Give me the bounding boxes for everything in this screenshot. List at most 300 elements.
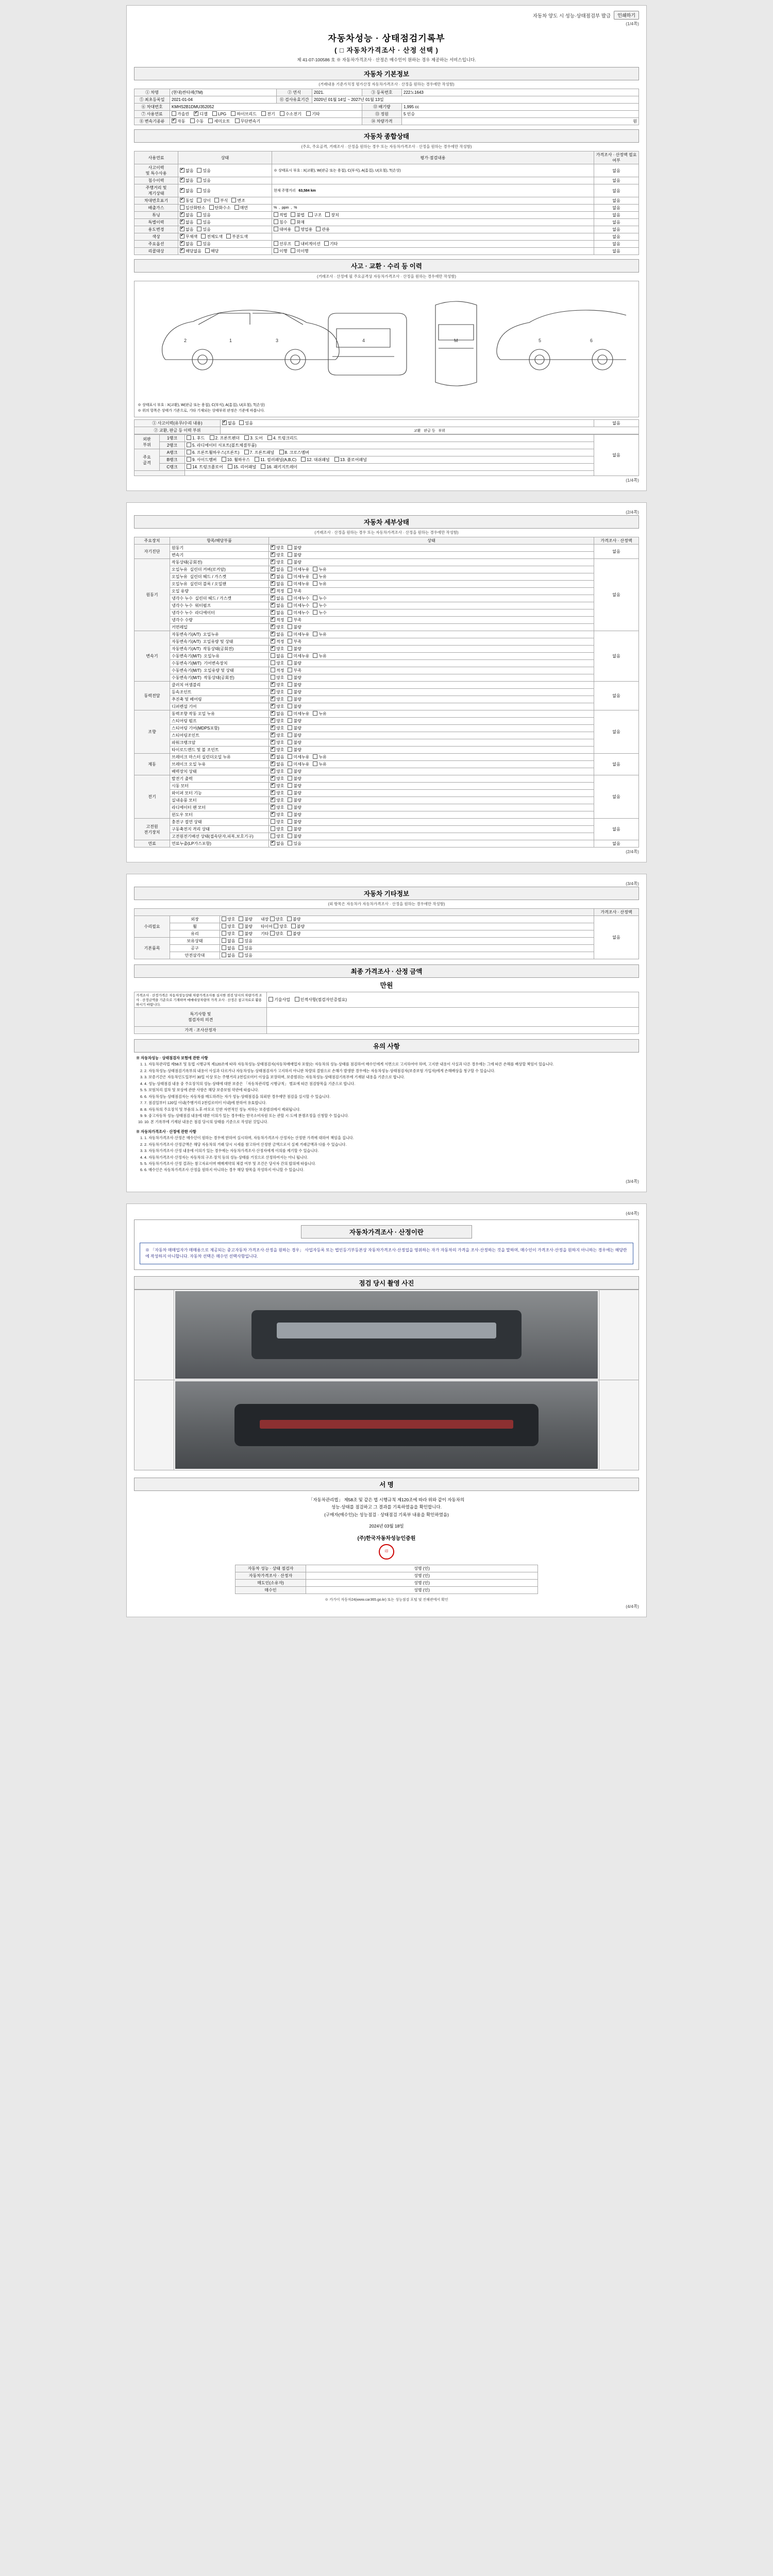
rank-items[interactable]: 6. 프론트휠하우스(프론트) 7. 프론트패널 8. 크로스멤버 bbox=[185, 449, 594, 456]
row-label: 튜닝 bbox=[135, 212, 178, 219]
item-state[interactable]: ✔ 양호 불량 bbox=[269, 804, 594, 811]
item-name: 휠 bbox=[170, 923, 220, 930]
col-state: 상태 bbox=[178, 151, 272, 164]
section-basic-info-header: 자동차 기본정보 bbox=[134, 67, 639, 80]
car-diagram bbox=[138, 284, 635, 403]
notice-item: 8. 8. 자동차의 주요장치 및 부품의 노후·마모로 인한 자연적인 성능 저하는 보증범위에서 제외됩니다. bbox=[144, 1107, 637, 1112]
field-value-year: 2021. bbox=[312, 89, 362, 96]
item-state[interactable]: ✔ 없음 미세누수 누수 bbox=[269, 609, 594, 617]
notice-item: 6. 6. 자동차성능·상태점검자는 자동차를 매도하려는 자가 성능·상태점검을 의뢰한 경우에만 점검을 실시할 수 있습니다. bbox=[144, 1094, 637, 1099]
item-name: 자동변속기(A/T) 오일유량 및 상태 bbox=[170, 638, 269, 646]
row-price: 없음 bbox=[594, 177, 639, 184]
col-state: 상태 bbox=[269, 537, 594, 545]
item-state[interactable]: ✔ 양호 불량 bbox=[269, 545, 594, 552]
item-name: 수동변속기(M/T) 오일누유 bbox=[170, 653, 269, 660]
legend-note-2: ※ 위의 항목은 상태가 기준으로, 기타 기재되는 상태부위 판정은 기준에 따릅니다. bbox=[138, 409, 265, 413]
row-note bbox=[272, 177, 594, 184]
other-col-right: 가격조사 · 산정액 bbox=[594, 909, 639, 916]
item-state[interactable]: ✔ 양호 불량 bbox=[269, 797, 594, 804]
appraisal-explain-header: 자동차가격조사 · 산정이란 bbox=[301, 1225, 472, 1239]
item-name: 냉각수 누수 실린더 헤드 / 가스켓 bbox=[170, 595, 269, 602]
page-number-2: (2/4쪽) bbox=[626, 510, 639, 515]
item-state[interactable]: 양호 불량 내장 양호 불량 bbox=[220, 916, 594, 923]
row-price: 없음 bbox=[594, 184, 639, 197]
row-label: 리콜대상 bbox=[135, 248, 178, 255]
item-state[interactable]: ✔ 양호 불량 bbox=[269, 768, 594, 775]
trans-opt: 무단변속기 bbox=[235, 118, 261, 124]
page-subtitle: ( □ 자동차가격조사 · 산정 선택 ) bbox=[334, 46, 439, 54]
row-label: 침수이력 bbox=[135, 177, 178, 184]
notice-block1-title: ※ 자동차성능 · 상태점검자 보험에 관한 사항 bbox=[136, 1056, 208, 1060]
group-powertrain: 동력전달 bbox=[135, 682, 170, 710]
field-value-price: 원 bbox=[402, 118, 639, 125]
group-fuel: 연료 bbox=[135, 840, 170, 848]
notice-item: 6. 6. 매수인은 자동차가격조사·산정을 원하지 아니하는 경우 해당 항목을 작성하지 아니할 수 있습니다. bbox=[144, 1167, 637, 1173]
rank-footer-label bbox=[135, 471, 185, 476]
item-state[interactable]: ✔ 없음 미세누수 누수 bbox=[269, 595, 594, 602]
item-name: 브레이크 마스터 실린더오일 누유 bbox=[170, 754, 269, 761]
doc-footer: ※ 카가이 자동차24(www.car365.go.kr) 또는 성능점검 포털 및 진해관에서 확인 bbox=[325, 1598, 448, 1602]
rank-items[interactable]: 9. 사이드멤버 10. 휠하우스 11. 필러패널(A,B,C) 12. 대쉬패널 13. 플로어패널 bbox=[185, 456, 594, 464]
fuel-opt: 전기 bbox=[261, 111, 275, 117]
item-price: 없음 bbox=[594, 819, 639, 840]
row-note: ※ 상태표시 부호 : X(교환), W(판금 또는 용접), C(부식), A(흠집), U(요철), T(손상) bbox=[272, 164, 594, 177]
accident-price: 없음 bbox=[594, 420, 639, 427]
field-label-fuel: ⑦ 사용연료 bbox=[135, 111, 170, 118]
accident-options[interactable]: ✔ 없음 있음 bbox=[221, 420, 594, 427]
field-label-carname: ① 차명 bbox=[135, 89, 170, 96]
panel-rank-table bbox=[134, 434, 639, 476]
col-detail: 평가·점검내용 bbox=[272, 151, 594, 164]
overall-state-table bbox=[134, 151, 639, 255]
item-name: 작동상태(공회전) bbox=[170, 559, 269, 566]
item-name: 윈도우 모터 bbox=[170, 811, 269, 819]
item-state[interactable]: 양호 불량 기타 양호 불량 bbox=[220, 930, 594, 938]
svg-text:M: M bbox=[454, 338, 458, 343]
item-state[interactable]: ✔ 양호 불량 bbox=[269, 624, 594, 631]
row-state[interactable]: 일산화탄소 탄화수소 매연 bbox=[178, 205, 272, 212]
notice-item: 4. 4. 자동차가격조사·산정자는 자동차의 구조·장치 등의 성능·상태를 거짓으로 산정하여서는 아니 됩니다. bbox=[144, 1155, 637, 1160]
field-label-displacement: ⑫ 배기량 bbox=[362, 104, 402, 111]
item-state[interactable]: ✔ 양호 불량 bbox=[269, 703, 594, 710]
notice-item: 3. 3. 자동차가격조사·산정 내용에 이의가 있는 경우에는 자동차가격조사·산정자에게 이의를 제기할 수 있습니다. bbox=[144, 1148, 637, 1154]
panel-head: 교환 판금 등 부위 bbox=[221, 427, 639, 434]
item-state[interactable]: ✔ 없음 미세누수 누수 bbox=[269, 602, 594, 609]
row-price: 없음 bbox=[594, 164, 639, 177]
item-state[interactable]: ✔ 없음 미세누유 누유 bbox=[269, 710, 594, 718]
group-basic-items: 기본품목 bbox=[135, 938, 170, 959]
item-state[interactable]: ✔ 양호 불량 bbox=[269, 811, 594, 819]
page-footer-2: (2/4쪽) bbox=[626, 849, 639, 854]
rank-items[interactable]: 1. 후드 2. 프론트펜더 3. 도어 4. 트렁크리드 bbox=[185, 435, 594, 442]
rank-label: 2랭크 bbox=[160, 442, 185, 449]
toolbar-note: 자동차 양도 시 성능·상태점검부 발급 bbox=[532, 13, 611, 19]
row-price: 없음 bbox=[594, 205, 639, 212]
signature-statement bbox=[134, 1491, 639, 1562]
print-button[interactable]: 인쇄하기 bbox=[614, 11, 639, 20]
row-price: 없음 bbox=[594, 219, 639, 226]
sig-line-3: (구매자(매수인)는 성능점검 · 상태점검 기록부 내용을 확인하였음) bbox=[324, 1512, 449, 1517]
item-name: 스티어링 펌프 bbox=[170, 718, 269, 725]
item-state[interactable]: ✔ 양호 불량 bbox=[269, 646, 594, 653]
item-name: 발전기 출력 bbox=[170, 775, 269, 783]
photo-label-1 bbox=[135, 1290, 174, 1380]
item-state[interactable]: ✔ 양호 불량 bbox=[269, 559, 594, 566]
rank-label: 1랭크 bbox=[160, 435, 185, 442]
item-state[interactable]: ✔ 양호 불량 bbox=[269, 689, 594, 696]
page-2 bbox=[126, 502, 647, 862]
row-note: 침수 화재 bbox=[272, 219, 594, 226]
appraisal-explain-box bbox=[134, 1219, 639, 1270]
group-high-voltage: 고전원 전기장치 bbox=[135, 819, 170, 840]
price-note-left: 가격조사 · 산정가격은 자동차성능상태 차량가격조사를 실시한 점검 당시의 차량가격 조사 · 산정금액을 기준으로 기재하며 매매대상차량의 가격 조사 · 산정은 참고자료로 활용하시기 바랍니다. bbox=[135, 992, 267, 1008]
row-note: % , ppm , % bbox=[272, 205, 594, 212]
item-price: 없음 bbox=[594, 682, 639, 710]
sig-row-value[interactable]: 성명 (인) bbox=[306, 1565, 538, 1572]
item-name: 추진축 및 베어링 bbox=[170, 696, 269, 703]
field-value-capacity: 5 인승 bbox=[402, 111, 639, 118]
item-name: 브레이크 오일 누유 bbox=[170, 761, 269, 768]
row-state[interactable]: ✔ 없음 있음 bbox=[178, 177, 272, 184]
sig-company-stamp bbox=[134, 1544, 639, 1560]
item-state[interactable]: 양호 불량 bbox=[269, 826, 594, 833]
item-name: 보유상태 bbox=[170, 938, 220, 945]
final-price-value: 만원 bbox=[380, 981, 393, 989]
item-state[interactable]: ✔ 없음 미세누유 누유 bbox=[269, 566, 594, 573]
rank-label: C랭크 bbox=[160, 464, 185, 471]
item-name: 시동 모터 bbox=[170, 783, 269, 790]
law-line: 제 41-07-100586 호 ※ 자동차가격조사 · 산정은 매수인이 원하는 경우 제공하는 서비스입니다. bbox=[297, 57, 476, 62]
rear-photo bbox=[175, 1381, 598, 1469]
section-other-header: 자동차 기타정보 bbox=[134, 887, 639, 900]
transmission-options[interactable] bbox=[170, 118, 362, 125]
item-state[interactable]: ✔ 적정 부족 bbox=[269, 617, 594, 624]
svg-text:2: 2 bbox=[184, 338, 187, 343]
group-self-diagnosis: 자기진단 bbox=[135, 545, 170, 559]
item-name: 외장 bbox=[170, 916, 220, 923]
row-note: 현재 주행거리 63,584 km bbox=[272, 184, 594, 197]
notice-item: 5. 5. 자동차가격조사·산정 결과는 참고자료이며 매매계약의 체결 여부 및 조건은 당사자 간의 합의에 따릅니다. bbox=[144, 1161, 637, 1166]
section-final-price-header: 최종 가격조사 · 산정 금액 bbox=[134, 964, 639, 978]
item-state[interactable]: 없음 있음 bbox=[220, 938, 594, 945]
row-state[interactable]: ✔ 없음 있음 bbox=[178, 219, 272, 226]
item-name: 충전구 절연 상태 bbox=[170, 819, 269, 826]
special-note-label: 특기사항 및 점검자의 의견 bbox=[135, 1008, 267, 1027]
page-footer-4: (4/4쪽) bbox=[626, 1603, 639, 1609]
svg-text:4: 4 bbox=[362, 338, 365, 343]
group-transmission: 변속기 bbox=[135, 631, 170, 682]
sig-row-value[interactable]: 성명 (인) bbox=[306, 1579, 538, 1586]
item-price: 없음 bbox=[594, 559, 639, 631]
row-price: 없음 bbox=[594, 241, 639, 248]
item-state[interactable]: ✔ 양호 불량 bbox=[269, 739, 594, 747]
item-price: 없음 bbox=[594, 754, 639, 775]
rank-items[interactable]: 5. 라디에이터 서포트(볼트체결부품) bbox=[185, 442, 594, 449]
item-state[interactable]: 없음 있음 bbox=[220, 945, 594, 952]
section-overall-sub: (주요, 주요골격, 거래조사 · 산정을 원하는 경우 또는 자동차가격조사 · 산정을 원하는 경우에만 작성함) bbox=[301, 144, 472, 149]
field-value-inspection: 2020년 01월 14일 ~ 2027년 01월 13일 bbox=[312, 96, 639, 104]
notice-item: 1. 1. 자동차가격조사·산정은 매수인이 원하는 경우에 한하여 실시하며, 자동차가격조사·산정자는 산정한 가격에 대하여 책임을 집니다. bbox=[144, 1136, 637, 1141]
item-name: 스티어링조인트 bbox=[170, 732, 269, 739]
item-name: 공구 bbox=[170, 945, 220, 952]
row-state[interactable]: ✔ 없음 있음 bbox=[178, 241, 272, 248]
item-state[interactable]: ✔ 없음 미세누유 누유 bbox=[269, 573, 594, 581]
item-state[interactable]: ✔ 양호 불량 bbox=[269, 732, 594, 739]
sig-row-value[interactable]: 성명 (인) bbox=[306, 1572, 538, 1579]
svg-text:5: 5 bbox=[539, 338, 542, 343]
group-repair-needed: 수리필요 bbox=[135, 916, 170, 938]
item-name: 디퍼렌셜 기어 bbox=[170, 703, 269, 710]
rank-label: A랭크 bbox=[160, 449, 185, 456]
fuel-opt: 수소전기 bbox=[280, 111, 301, 117]
section-basic-info-sub: (거래내용 기준가치정 평가산정 자동차가격조사 · 산정을 원하는 경우에만 작성함) bbox=[318, 82, 455, 87]
special-note-value[interactable] bbox=[267, 1008, 639, 1027]
item-name: 연료누출(LP가스포함) bbox=[170, 840, 269, 848]
notice-item: 2. 2. 자동차성능·상태점검기록부의 내용이 사실과 다르거나 자동차성능·상태점검자가 고지하지 아니한 차량의 결함으로 손해가 발생한 경우에는 자동차성능·상태점검자(보증보험 가입자)에게 손해배상을 청구할 수 있습니다. bbox=[144, 1069, 637, 1074]
legend-note-1: ※ 상태표시 부호 : X(교환), W(판금 또는 용접), C(부식), A(흠집), U(요철), T(손상) bbox=[138, 403, 265, 407]
row-note bbox=[272, 233, 594, 241]
item-name: 동력조향 작동 오일 누유 bbox=[170, 710, 269, 718]
item-state[interactable]: ✔ 없음 미세누유 누유 bbox=[269, 581, 594, 588]
final-price-table bbox=[134, 992, 639, 1034]
section-other-sub: (외 항목은 자동차가 자동차가격조사 · 산정을 원하는 경우에만 작성함) bbox=[328, 902, 445, 906]
signature-table bbox=[235, 1565, 538, 1594]
item-name: 커먼레일 bbox=[170, 624, 269, 631]
item-name: 수동변속기(M/T) 오일유량 및 상태 bbox=[170, 667, 269, 674]
item-name: 라디에이터 팬 모터 bbox=[170, 804, 269, 811]
item-state[interactable]: 양호 불량 bbox=[269, 819, 594, 826]
field-label-firstreg: ⑤ 최초등록일 bbox=[135, 96, 170, 104]
section-overall-header: 자동차 종합상태 bbox=[134, 129, 639, 143]
row-label: 주행거리 및 계기상태 bbox=[135, 184, 178, 197]
field-label-year: ② 연식 bbox=[277, 89, 312, 96]
col-right: 가격조사 · 산정액 bbox=[594, 537, 639, 545]
item-name: 오일누유 실린더 커버(로커암) bbox=[170, 566, 269, 573]
trans-opt: 수동 bbox=[190, 118, 204, 124]
group-label-frame: 주요 골격 bbox=[135, 449, 160, 471]
panel-price: 없음 bbox=[594, 435, 639, 476]
front-photo bbox=[175, 1291, 598, 1379]
item-state[interactable]: 적정 부족 bbox=[269, 667, 594, 674]
notice-item: 2. 2. 자동차가격조사·산정금액은 해당 자동차의 거래 당시 시세를 참고하여 산정한 금액으로서 실제 거래금액과 다를 수 있습니다. bbox=[144, 1142, 637, 1147]
item-state[interactable]: ✔ 양호 불량 bbox=[269, 552, 594, 559]
notice-item: 1. 1. 자동차관리법 제58조 및 동법 시행규칙 제120조에 따라 자동차성능·상태점검자(자동차매매업자 포함)는 자동차의 성능·상태를 점검하여 매수인에게 서면으로 고지하여야 하며, 고지한 내용이 사실과 다른 경우에는 그에 따른 손해를 배상할 책임이 있습니다. bbox=[144, 1062, 637, 1067]
notice-block1-list bbox=[144, 1062, 637, 1125]
rank-items[interactable]: 14. 트렁크플로어 15. 리어패널 16. 패키지트레이 bbox=[185, 464, 594, 471]
item-name: 자동변속기(A/T) 작동상태(공회전) bbox=[170, 646, 269, 653]
notice-item: 9. 9. 중고자동차 성능·상태점검 내용에 대한 이의가 있는 경우에는 한국소비자원 또는 관할 시·도에 분쟁조정을 신청할 수 있습니다. bbox=[144, 1113, 637, 1118]
row-state[interactable]: ✔ 없음 있음 bbox=[178, 226, 272, 233]
signature-section-header: 서 명 bbox=[134, 1478, 639, 1491]
field-label-regno: ③ 등록번호 bbox=[362, 89, 402, 96]
photo-cell-front bbox=[174, 1290, 599, 1380]
fuel-opt: ✔ 디젤 bbox=[194, 111, 207, 117]
sig-row-label: 자동차 성능 · 상태 점검자 bbox=[236, 1565, 306, 1572]
car-diagram-svg bbox=[147, 284, 626, 400]
field-label-transmission: ⑧ 변속기종류 bbox=[135, 118, 170, 125]
item-state[interactable]: ✔ 양호 불량 bbox=[269, 718, 594, 725]
page-footer-1: (1/4쪽) bbox=[626, 478, 639, 483]
item-name: 파워크랭크암 bbox=[170, 739, 269, 747]
item-name: 고전원전기배선 상태(접속단자,피복,보호기구) bbox=[170, 833, 269, 840]
row-label: 용도변경 bbox=[135, 226, 178, 233]
item-state[interactable]: 없음 미세누유 누유 bbox=[269, 653, 594, 660]
item-state[interactable]: ✔ 양호 불량 bbox=[269, 790, 594, 797]
row-label: 사고이력 및 특수사용 bbox=[135, 164, 178, 177]
item-state[interactable]: 양호 불량 bbox=[269, 674, 594, 682]
fuel-opt: 가솔린 bbox=[172, 111, 189, 117]
basic-info-table bbox=[134, 89, 639, 125]
row-state[interactable]: ✔ 없음 있음 bbox=[178, 212, 272, 219]
field-label-inspection: ⑪ 검사유효기간 bbox=[277, 96, 312, 104]
row-label: 차대번호표기 bbox=[135, 197, 178, 205]
col-price: 가격조사 · 산정액 필요 여부 bbox=[594, 151, 639, 164]
item-price: 없음 bbox=[594, 545, 639, 559]
row-price: 없음 bbox=[594, 233, 639, 241]
section-detail-sub: (거래조사 · 산정을 원하는 경우 또는 자동차가격조사 · 산정을 원하는 경우에만 작성함) bbox=[314, 530, 459, 535]
item-state[interactable]: ✔ 없음 미세누유 누유 bbox=[269, 754, 594, 761]
photo-section-header: 점검 당시 촬영 사진 bbox=[134, 1276, 639, 1290]
item-name: 안전삼각대 bbox=[170, 952, 220, 959]
item-name: 실내송풍 모터 bbox=[170, 797, 269, 804]
notice-item: 5. 5. 보험처리 절차 및 보상에 관한 사항은 해당 보증보험 약관에 따릅니다. bbox=[144, 1088, 637, 1093]
notice-item: 3. 3. 보증기간은 자동차인도일부터 30일 이상 또는 주행거리 2천킬로미터 이상을 보장하며, 보증범위는 자동차성능·상태점검기록부에 기재된 내용을 기준으로 합니다. bbox=[144, 1075, 637, 1080]
notice-block2-title: ※ 자동차가격조사 · 산정에 관한 사항 bbox=[136, 1129, 196, 1134]
sig-row-value[interactable]: 성명 (인) bbox=[306, 1586, 538, 1594]
item-name: 자동변속기(A/T) 오일누유 bbox=[170, 631, 269, 638]
section-accident-header: 사고 · 교환 · 수리 등 이력 bbox=[134, 259, 639, 273]
price-note-right: 기술사업 인적사항(점검자인증필요) bbox=[267, 992, 639, 1008]
row-state[interactable]: ✔ 무채색 전체도색 부분도색 bbox=[178, 233, 272, 241]
group-steering: 조향 bbox=[135, 710, 170, 754]
item-state[interactable]: ✔ 없음 있음 bbox=[269, 840, 594, 848]
item-name: 원동기 bbox=[170, 545, 269, 552]
rank-label: B랭크 bbox=[160, 456, 185, 464]
field-value-displacement: 1,995 cc bbox=[402, 104, 639, 111]
row-label: 특별이력 bbox=[135, 219, 178, 226]
col-item: 항목/해당부품 bbox=[170, 537, 269, 545]
row-price: 없음 bbox=[594, 197, 639, 205]
group-electric: 전기 bbox=[135, 775, 170, 819]
col-category: 사용연료 bbox=[135, 151, 178, 164]
col-main: 주요장치 bbox=[135, 537, 170, 545]
page-title: 자동차성능 · 상태점검기록부 bbox=[328, 33, 445, 43]
other-col-blank bbox=[135, 909, 594, 916]
field-value-firstreg: 2021-01-04 bbox=[170, 96, 277, 104]
accident-history-table bbox=[134, 419, 639, 434]
notice-item: 7. 7. 점검일부터 120일 이내(주행거리 2천킬로미터 이내)에 한하여 유효합니다. bbox=[144, 1100, 637, 1106]
assessor-value[interactable] bbox=[267, 1027, 639, 1034]
item-name: 배력장치 상태 bbox=[170, 768, 269, 775]
item-state[interactable]: ✔ 양호 불량 bbox=[269, 775, 594, 783]
row-state[interactable]: ✔ 해당없음 해당 bbox=[178, 248, 272, 255]
sig-row-label: 매수인 bbox=[236, 1586, 306, 1594]
item-name: 타이로드엔드 및 볼 조인트 bbox=[170, 747, 269, 754]
item-name: 구동축전지 격리 상태 bbox=[170, 826, 269, 833]
row-note: 선루프 내비게이션 기타 bbox=[272, 241, 594, 248]
trans-opt: 세미오토 bbox=[208, 118, 230, 124]
section-notice-header: 유의 사항 bbox=[134, 1039, 639, 1053]
row-price: 없음 bbox=[594, 212, 639, 219]
item-name: 냉각수 누수 워터펌프 bbox=[170, 602, 269, 609]
item-name: 와이퍼 모터 기능 bbox=[170, 790, 269, 797]
item-state[interactable]: 양호 불량 타이어 양호 불량 bbox=[220, 923, 594, 930]
field-value-carname: (현대)싼타페(TM) bbox=[170, 89, 277, 96]
item-state[interactable]: ✔ 양호 불량 bbox=[269, 783, 594, 790]
item-name: 냉각수 누수 라디에이터 bbox=[170, 609, 269, 617]
sig-line-2: 성능·상태를 점검하고 그 결과를 기록하였음을 확인합니다. bbox=[331, 1504, 442, 1510]
item-name: 유리 bbox=[170, 930, 220, 938]
page-number-4: (4/4쪽) bbox=[626, 1210, 639, 1216]
section-detail-header: 자동차 세부상태 bbox=[134, 515, 639, 529]
item-name: 오일누유 실린더 헤드 / 가스켓 bbox=[170, 573, 269, 581]
item-name: 냉각수 수량 bbox=[170, 617, 269, 624]
field-value-vin: KMHS2B1DMU352052 bbox=[170, 104, 362, 111]
field-label-capacity: ⑬ 정원 bbox=[362, 111, 402, 118]
item-state[interactable]: 양호 불량 bbox=[269, 833, 594, 840]
row-note bbox=[272, 197, 594, 205]
page-number-3: (3/4쪽) bbox=[626, 881, 639, 886]
item-price: 없음 bbox=[594, 840, 639, 848]
item-price: 없음 bbox=[594, 775, 639, 819]
sig-company: (주)한국자동차성능인증원 bbox=[357, 1535, 416, 1541]
row-state[interactable]: ✔ 동일 상이 부식 변조 bbox=[178, 197, 272, 205]
section-accident-sub: (거래조사 · 산정에 필 주요골격상 자동차가격조사 · 산정을 원하는 경우에만 작성함) bbox=[317, 274, 456, 279]
page-footer-3: (3/4쪽) bbox=[626, 1178, 639, 1184]
item-state[interactable]: ✔ 없음 미세누유 누유 bbox=[269, 631, 594, 638]
item-price: 없음 bbox=[594, 631, 639, 682]
row-note: 적법 불법 구조 장치 bbox=[272, 212, 594, 219]
item-price: 없음 bbox=[594, 710, 639, 754]
item-state[interactable]: ✔ 양호 불량 bbox=[269, 725, 594, 732]
photo-table bbox=[134, 1290, 639, 1470]
item-name: 오일 유량 bbox=[170, 588, 269, 595]
item-name: 변속기 bbox=[170, 552, 269, 559]
item-name: 클러치 어셈블리 bbox=[170, 682, 269, 689]
notice-item: 10. 10. 본 기록부에 기재된 내용은 점검 당시의 상태를 기준으로 작성된 것입니다. bbox=[144, 1120, 637, 1125]
accident-label: ① 사고이력(유무/수리 내용) bbox=[135, 420, 221, 427]
svg-text:6: 6 bbox=[590, 338, 593, 343]
row-state[interactable]: ✔없음 있음 bbox=[178, 164, 272, 177]
rank-footer bbox=[185, 471, 594, 476]
photo-cell-rear bbox=[174, 1380, 599, 1470]
item-state[interactable]: ✔ 적정 부족 bbox=[269, 588, 594, 595]
item-state[interactable]: 없음 있음 bbox=[220, 952, 594, 959]
sig-row-label: 매도인(소유자) bbox=[236, 1579, 306, 1586]
page-4 bbox=[126, 1204, 647, 1617]
fuel-opt: 하이브리드 bbox=[231, 111, 257, 117]
assessor-label: 가격 · 조사산정자 bbox=[135, 1027, 267, 1034]
row-state[interactable]: ✔없음 있음 bbox=[178, 184, 272, 197]
field-label-price: ⑭ 차량가격 bbox=[362, 118, 402, 125]
item-state[interactable]: ✔ 양호 불량 bbox=[269, 682, 594, 689]
item-name: 스티어링 기어(MDPS포함) bbox=[170, 725, 269, 732]
row-label: 색상 bbox=[135, 233, 178, 241]
item-state[interactable]: ✔ 양호 불량 bbox=[269, 747, 594, 754]
notice-item: 4. 4. 성능·상태점검 내용 중 주요장치의 성능·상태에 대한 보증은 「자동차관리법 시행규칙」 별표에 따른 점검항목을 기준으로 합니다. bbox=[144, 1081, 637, 1087]
row-label: 배출가스 bbox=[135, 205, 178, 212]
sig-date: 2024년 03월 18일 bbox=[369, 1523, 404, 1529]
fuel-options[interactable] bbox=[170, 111, 362, 118]
item-name: 수동변속기(M/T) 작동상태(공회전) bbox=[170, 674, 269, 682]
item-state[interactable]: ✔ 없음 미세누유 누유 bbox=[269, 761, 594, 768]
other-price: 없음 bbox=[594, 916, 639, 959]
item-state[interactable]: ✔ 양호 불량 bbox=[269, 696, 594, 703]
item-state[interactable]: ✔ 적정 부족 bbox=[269, 638, 594, 646]
page-number-1: (1/4쪽) bbox=[626, 21, 639, 26]
item-state[interactable]: 양호 불량 bbox=[269, 660, 594, 667]
photo-label-2 bbox=[599, 1290, 639, 1380]
